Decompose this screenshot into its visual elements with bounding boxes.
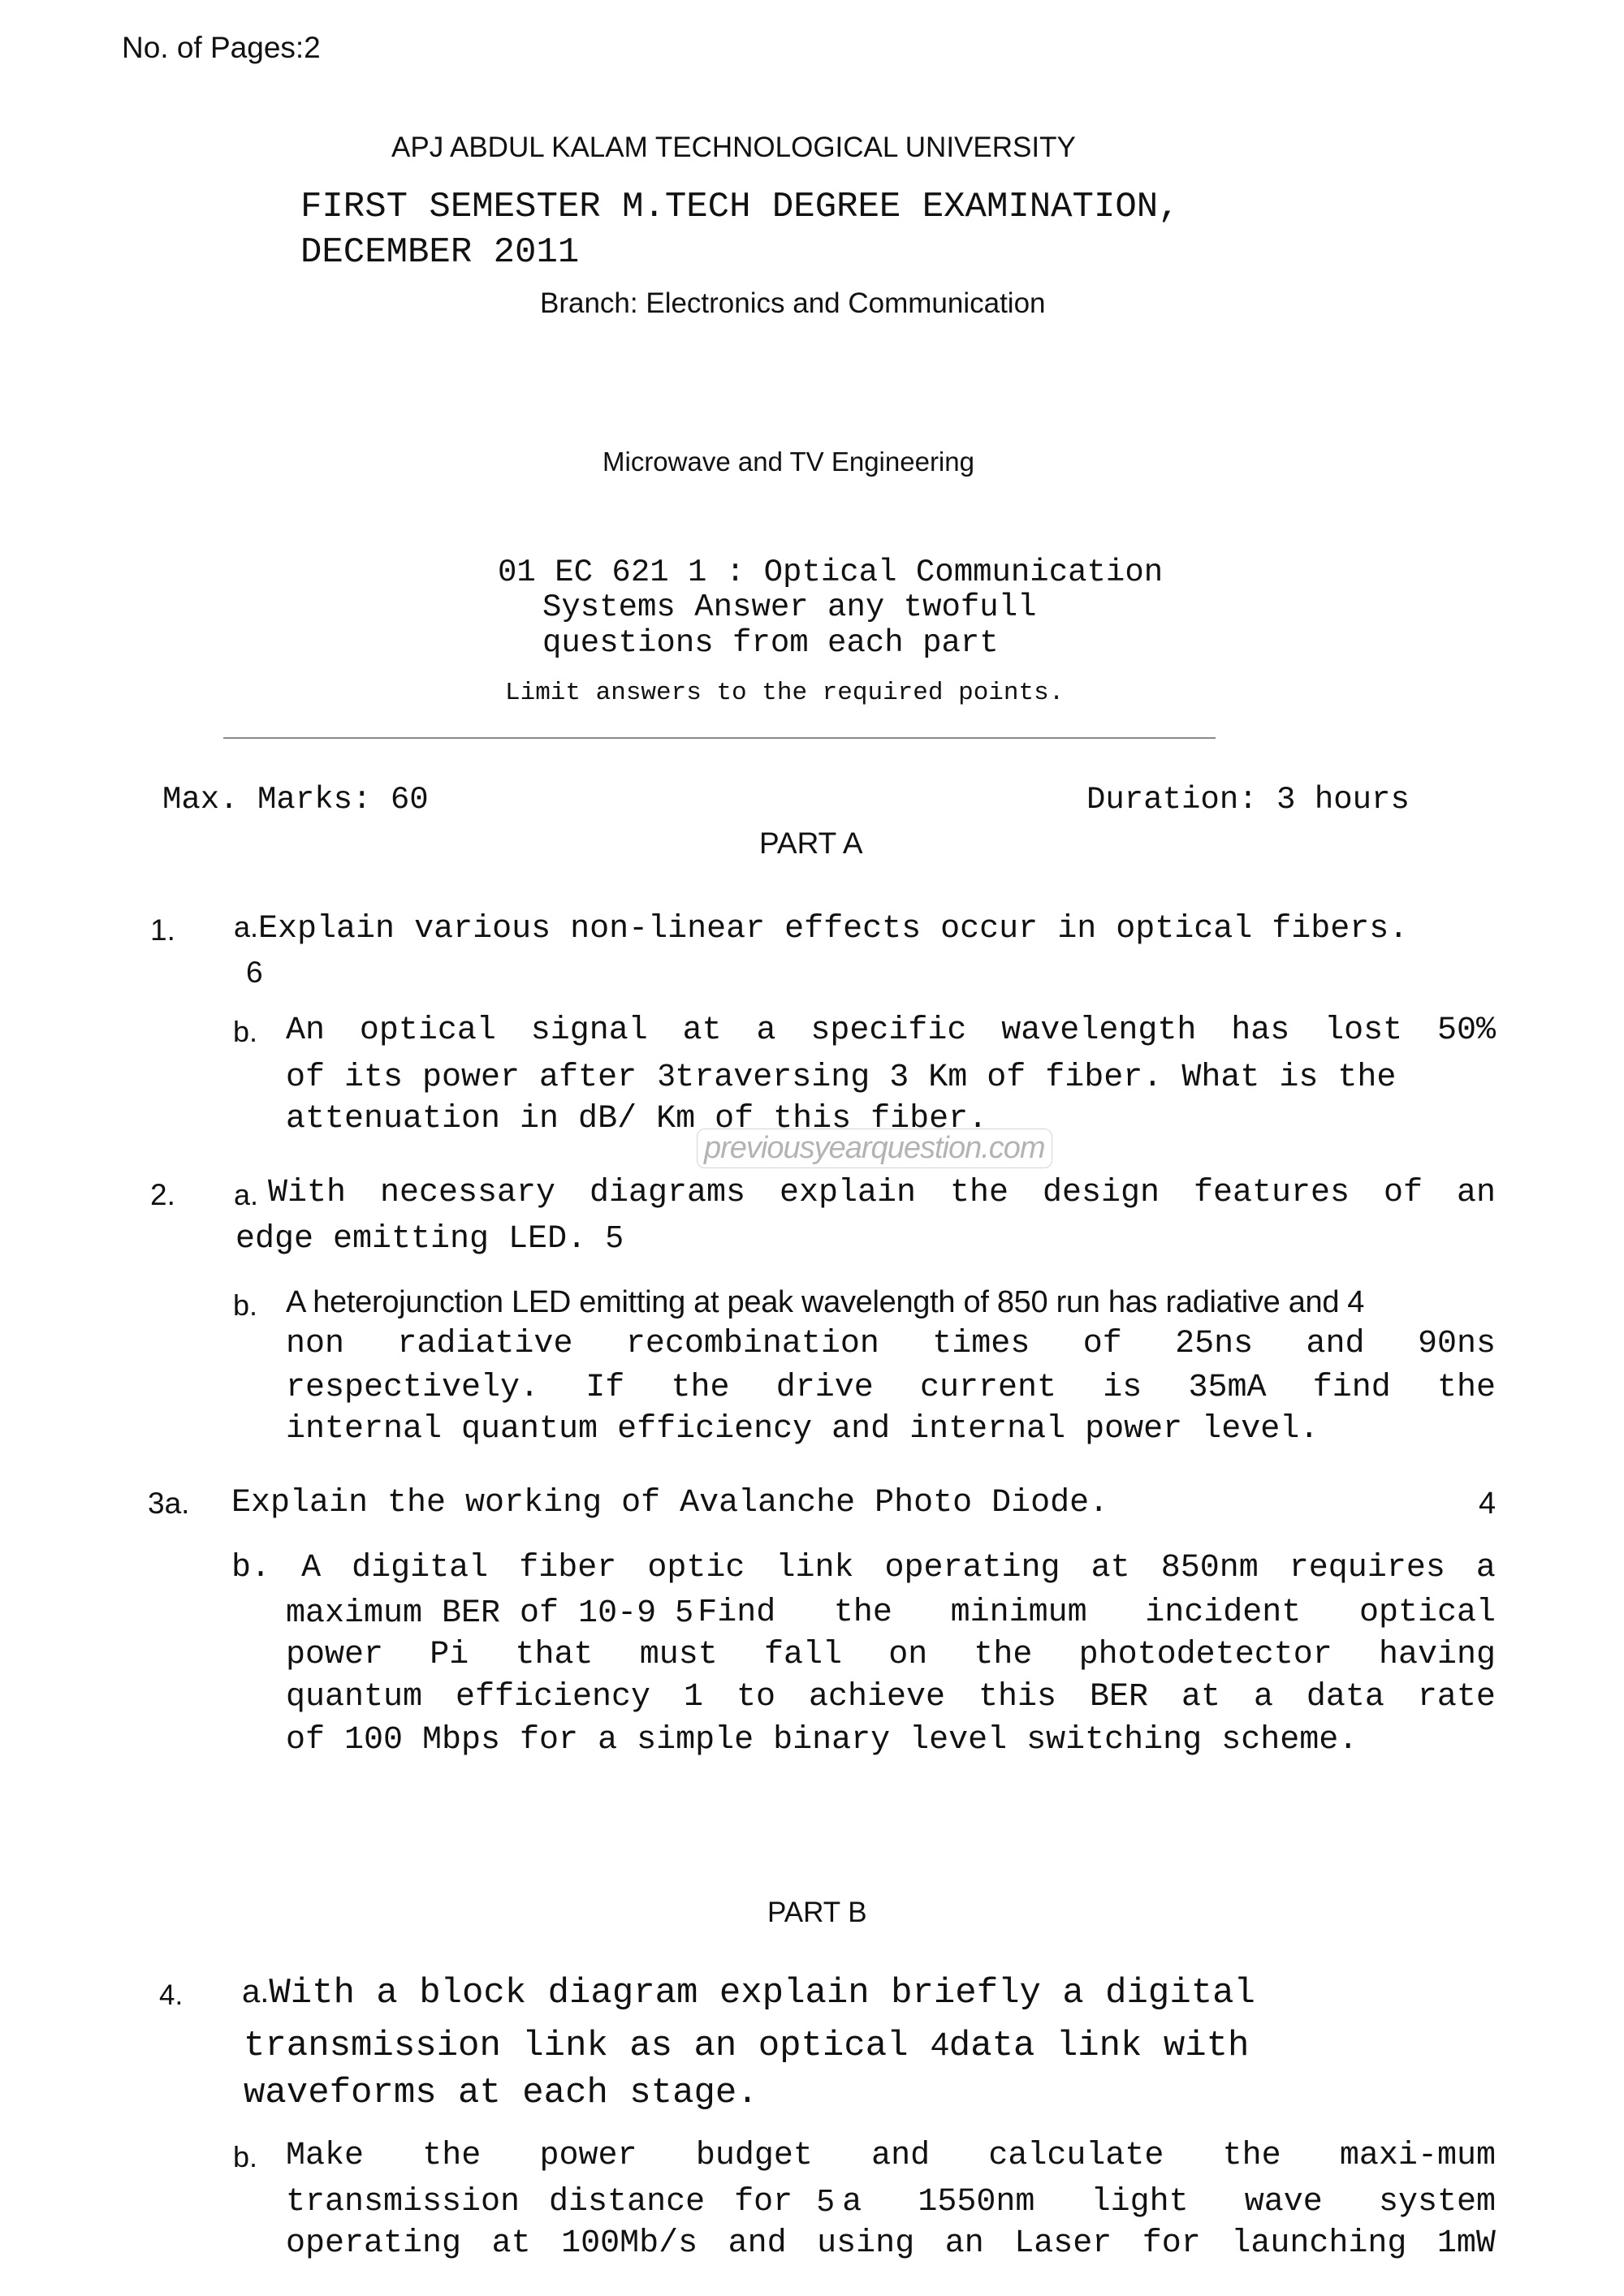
question-4b-line2-tail xyxy=(842,2184,1496,2220)
question-2a-line1 xyxy=(268,1175,1496,1211)
word: 850nm xyxy=(1160,1550,1259,1586)
word: is xyxy=(1103,1370,1142,1406)
word: the xyxy=(1222,2138,1281,2174)
question-3b-line3 xyxy=(286,1637,1496,1673)
word: and xyxy=(1306,1326,1365,1362)
word: light xyxy=(1091,2184,1189,2220)
word: calculate xyxy=(988,2138,1164,2174)
word: fall xyxy=(763,1637,842,1673)
question-2b-line3 xyxy=(286,1370,1496,1406)
question-2b-line1 xyxy=(286,1285,1364,1320)
word: a xyxy=(756,1012,776,1049)
word: A xyxy=(301,1550,322,1586)
question-number: 3a. xyxy=(148,1487,190,1520)
word: BER xyxy=(1089,1679,1148,1716)
question-4a-line1 xyxy=(242,1973,1255,2013)
word: transmission xyxy=(286,2184,520,2220)
question-text: Explain various non-linear effects occur in optical fibers. xyxy=(258,911,1409,947)
word: operating xyxy=(884,1550,1060,1586)
word: at xyxy=(1091,1550,1130,1586)
word: Pi xyxy=(430,1637,469,1673)
word: specific xyxy=(810,1012,967,1049)
word: lost xyxy=(1324,1012,1403,1049)
word: necessary xyxy=(379,1175,556,1211)
question-4a-line2 xyxy=(244,2026,1249,2066)
word: fiber xyxy=(519,1550,617,1586)
word: must xyxy=(639,1637,718,1673)
word: power xyxy=(286,1637,384,1673)
subject-title: Microwave and TV Engineering xyxy=(603,447,974,477)
word: With xyxy=(268,1175,347,1211)
word: 35mA xyxy=(1188,1370,1267,1406)
subq-letter: a. xyxy=(234,910,259,943)
word: data xyxy=(1306,1679,1384,1716)
word: for xyxy=(734,2184,793,2220)
word: respectively. xyxy=(286,1370,540,1406)
word: 1mW xyxy=(1436,2225,1496,2262)
marks-label: 4 xyxy=(1347,1285,1365,1319)
word: radiative xyxy=(397,1326,573,1362)
subq-letter: a. xyxy=(234,1178,259,1211)
question-text: of its power after xyxy=(286,1060,637,1096)
word: operating xyxy=(286,2225,462,2262)
word: photodetector xyxy=(1078,1637,1332,1673)
word: power xyxy=(539,2138,637,2174)
word: budget xyxy=(695,2138,813,2174)
marks-label: 5 xyxy=(606,1220,624,1254)
word: explain xyxy=(780,1175,917,1211)
question-number: 4. xyxy=(159,1979,184,2011)
word: 25ns xyxy=(1175,1326,1254,1362)
word: Laser xyxy=(1014,2225,1112,2262)
word: achieve xyxy=(808,1679,946,1716)
word: the xyxy=(950,1175,1009,1211)
word: of xyxy=(1383,1175,1423,1211)
word: find xyxy=(1312,1370,1391,1406)
question-1b-line2 xyxy=(286,1059,1396,1096)
word: launching xyxy=(1231,2225,1407,2262)
word: recombination xyxy=(625,1326,879,1362)
word: optical xyxy=(359,1012,496,1049)
word: the xyxy=(974,1637,1033,1673)
question-1b-line1 xyxy=(286,1012,1496,1049)
part-b-heading: PART B xyxy=(767,1897,867,1928)
question-2b-line4: internal quantum efficiency and internal power level. xyxy=(286,1411,1320,1448)
subq-letter: b. xyxy=(233,1015,258,1048)
course-code-line3: questions from each part xyxy=(542,625,999,661)
word: optical xyxy=(1358,1595,1496,1631)
word: a xyxy=(842,2184,862,2220)
word: incident xyxy=(1145,1595,1302,1631)
question-4b-line2-head xyxy=(286,2184,793,2220)
branch-label: Branch: Electronics and Communication xyxy=(540,287,1046,319)
question-4a-line3: waveforms at each stage. xyxy=(244,2073,758,2113)
word: system xyxy=(1378,2184,1496,2220)
question-4b-line1 xyxy=(286,2138,1496,2174)
word: of xyxy=(1082,1326,1122,1362)
word: the xyxy=(1436,1370,1496,1406)
header-divider xyxy=(223,737,1216,739)
marks-label: 6 xyxy=(246,956,263,989)
marks-label: 5 xyxy=(817,2184,835,2218)
word: the xyxy=(422,2138,482,2174)
word: 50% xyxy=(1436,1012,1496,1049)
question-1b-line3: attenuation in dB/ Km of this fiber. xyxy=(286,1101,988,1137)
word: 1 xyxy=(684,1679,704,1716)
course-code-line2: Systems Answer any twofull xyxy=(542,589,1037,625)
page-count: No. of Pages:2 xyxy=(122,31,321,64)
word: Find xyxy=(698,1595,776,1631)
subq-letter: b. xyxy=(233,1288,258,1322)
marks-label: 4 xyxy=(1479,1487,1497,1521)
question-text: A heterojunction LED emitting at peak wavelength of 850 run has radiative and xyxy=(286,1285,1340,1319)
marks-label: 4 xyxy=(931,2026,949,2062)
word: an xyxy=(944,2225,984,2262)
word: at xyxy=(682,1012,722,1049)
course-code-line1: 01 EC 621 1 : Optical Communication xyxy=(498,555,1164,590)
word: has xyxy=(1231,1012,1290,1049)
word: minimum xyxy=(950,1595,1087,1631)
word: design xyxy=(1042,1175,1160,1211)
word: b. xyxy=(231,1550,271,1586)
word: and xyxy=(728,2225,787,2262)
question-3b-line5: of 100 Mbps for a simple binary level switching scheme. xyxy=(286,1722,1358,1759)
question-number: 1. xyxy=(150,913,175,947)
word: optic xyxy=(647,1550,745,1586)
word: the xyxy=(833,1595,892,1631)
word: non xyxy=(286,1326,345,1362)
word: having xyxy=(1378,1637,1496,1673)
question-3b-line2 xyxy=(286,1595,1496,1632)
word: at xyxy=(1181,1679,1220,1716)
word: to xyxy=(736,1679,776,1716)
word: signal xyxy=(530,1012,648,1049)
word: drive xyxy=(775,1370,874,1406)
question-3b-line1 xyxy=(231,1550,1496,1586)
question-4b-line3 xyxy=(286,2225,1496,2262)
word: for xyxy=(1142,2225,1201,2262)
subq-letter: b. xyxy=(233,2140,258,2173)
marks-label: 5 xyxy=(676,1595,693,1629)
question-text: maximum BER of 10-9 xyxy=(286,1595,657,1632)
word: quantum xyxy=(286,1679,423,1716)
question-2a-line2 xyxy=(235,1220,623,1258)
instruction-limit: Limit answers to the required points. xyxy=(505,679,1065,707)
question-1a xyxy=(234,910,1408,947)
word: a xyxy=(1253,1679,1273,1716)
exam-title-line1: FIRST SEMESTER M.TECH DEGREE EXAMINATION, xyxy=(300,187,1180,227)
word: current xyxy=(920,1370,1057,1406)
word: distance xyxy=(549,2184,706,2220)
word: efficiency xyxy=(456,1679,651,1716)
question-4b-line2 xyxy=(286,2184,1496,2220)
word: rate xyxy=(1417,1679,1496,1716)
question-3b-line2-tail xyxy=(698,1595,1496,1632)
word: requires xyxy=(1289,1550,1445,1586)
word: the xyxy=(671,1370,730,1406)
word: 90ns xyxy=(1417,1326,1496,1362)
word: 100Mb/s xyxy=(561,2225,698,2262)
word: that xyxy=(515,1637,594,1673)
word: 1550nm xyxy=(918,2184,1035,2220)
part-a-heading: PART A xyxy=(759,826,863,860)
subq-letter: a. xyxy=(242,1974,270,2009)
word: An xyxy=(286,1012,326,1049)
question-text: With a block diagram explain briefly a digital xyxy=(269,1973,1255,2013)
word: wavelength xyxy=(1001,1012,1197,1049)
university-name: APJ ABDUL KALAM TECHNOLOGICAL UNIVERSITY xyxy=(391,132,1076,163)
word: times xyxy=(932,1326,1030,1362)
question-2b-line2 xyxy=(286,1326,1496,1362)
word: this xyxy=(978,1679,1056,1716)
word: digital xyxy=(352,1550,489,1586)
marks-label: 3 xyxy=(658,1059,676,1093)
word: Make xyxy=(286,2138,365,2174)
max-marks: Max. Marks: 60 xyxy=(162,782,429,818)
word: link xyxy=(775,1550,854,1586)
exam-title-line2: DECEMBER 2011 xyxy=(300,232,580,273)
question-text: transmission link as an optical xyxy=(244,2026,909,2066)
question-text: edge emitting LED. xyxy=(235,1221,587,1258)
word: a xyxy=(1475,1550,1496,1586)
question-3b-line4 xyxy=(286,1679,1496,1716)
word: and xyxy=(871,2138,931,2174)
word: an xyxy=(1456,1175,1496,1211)
word: If xyxy=(585,1370,625,1406)
word: using xyxy=(817,2225,915,2262)
question-number: 2. xyxy=(150,1178,175,1211)
question-text: traversing 3 Km of fiber. What is the xyxy=(675,1060,1397,1096)
question-3b-line2-head xyxy=(286,1595,698,1632)
word: wave xyxy=(1244,2184,1323,2220)
word: features xyxy=(1193,1175,1350,1211)
watermark-logo: previousyearquestion.com xyxy=(697,1129,1052,1168)
question-text: data link with xyxy=(948,2026,1250,2066)
question-3a-text: Explain the working of Avalanche Photo Diode. xyxy=(231,1485,1109,1521)
word: diagrams xyxy=(590,1175,746,1211)
word: at xyxy=(491,2225,531,2262)
duration: Duration: 3 hours xyxy=(1086,782,1410,818)
word: on xyxy=(888,1637,928,1673)
word: maxi-mum xyxy=(1339,2138,1496,2174)
